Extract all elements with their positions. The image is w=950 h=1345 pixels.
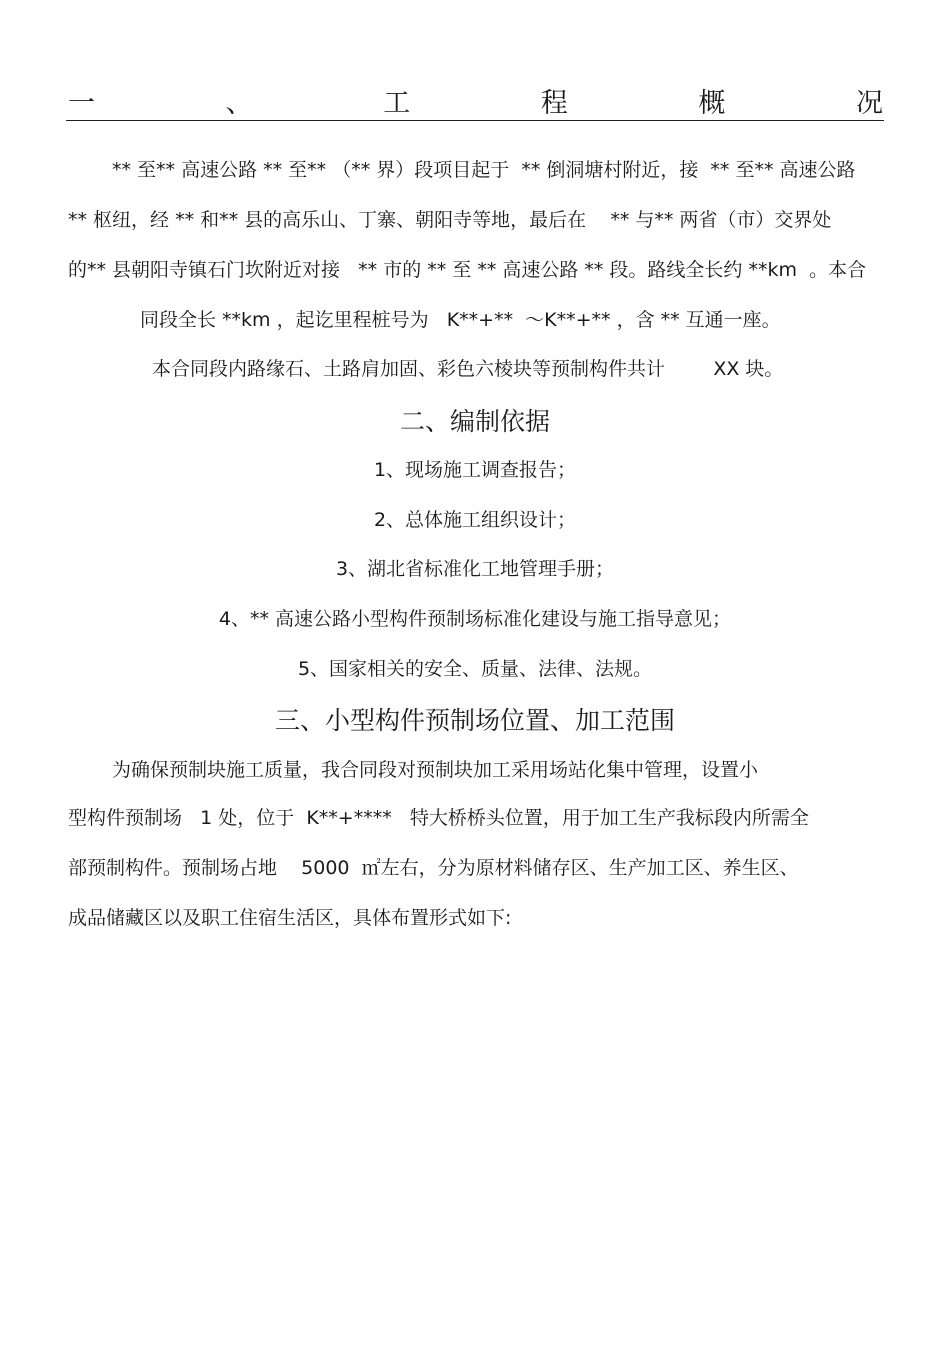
basis-item: 2、总体施工组织设计； — [373, 509, 577, 531]
precast-yard-line2: 型构件预制场 1 处，位于 K**+**** 特大桥桥头位置，用于加工生产我标段内所需全 — [68, 807, 809, 829]
overview-para1-line4: 同段全长 **km ，起讫里程桩号为 K**+** ～K**+** ，含 ** 互通一座。 — [140, 309, 781, 331]
basis-item: 3、湖北省标准化工地管理手册； — [335, 558, 615, 580]
basis-item: 5、国家相关的安全、质量、法律、法规。 — [297, 658, 653, 680]
heading-char: 工 — [383, 87, 411, 119]
precast-yard-line3: 部预制构件。预制场占地 5000 ㎡左右，分为原材料储存区、生产加工区、养生区、 — [68, 857, 799, 879]
basis-item: 1、现场施工调查报告； — [373, 459, 577, 481]
heading-char: 程 — [540, 87, 568, 119]
precast-yard-line1: 为确保预制块施工质量，我合同段对预制块加工采用场站化集中管理，设置小 — [112, 759, 759, 781]
overview-para1-line3: 的** 县朝阳寺镇石门坎附近对接 ** 市的 ** 至 ** 高速公路 ** 段。路线全长约 **km 。本合 — [68, 259, 867, 281]
precast-yard-line4: 成品储藏区以及职工住宿生活区，具体布置形式如下: — [68, 907, 512, 929]
heading-underline — [66, 120, 884, 121]
section-2-heading: 二、编制依据 — [399, 407, 550, 436]
heading-char: 一 — [68, 87, 95, 119]
heading-char: 况 — [855, 87, 883, 119]
heading-char: 、 — [225, 87, 253, 119]
overview-para1-line1: ** 至** 高速公路 ** 至** （** 界）段项目起于 ** 倒洞塘村附近，接 ** 至** 高速公路 — [112, 159, 856, 181]
heading-char: 概 — [698, 87, 726, 119]
section-3-heading: 三、小型构件预制场位置、加工范围 — [274, 706, 675, 735]
section-1-heading — [68, 80, 883, 120]
overview-para2: 本合同段内路缘石、土路肩加固、彩色六棱块等预制构件共计 XX 块。 — [152, 358, 784, 380]
basis-item: 4、** 高速公路小型构件预制场标准化建设与施工指导意见； — [218, 608, 732, 630]
overview-para1-line2: ** 枢纽，经 ** 和** 县的高乐山、丁寨、朝阳寺等地，最后在 ** 与** 两省（市）交界处 — [68, 209, 832, 231]
